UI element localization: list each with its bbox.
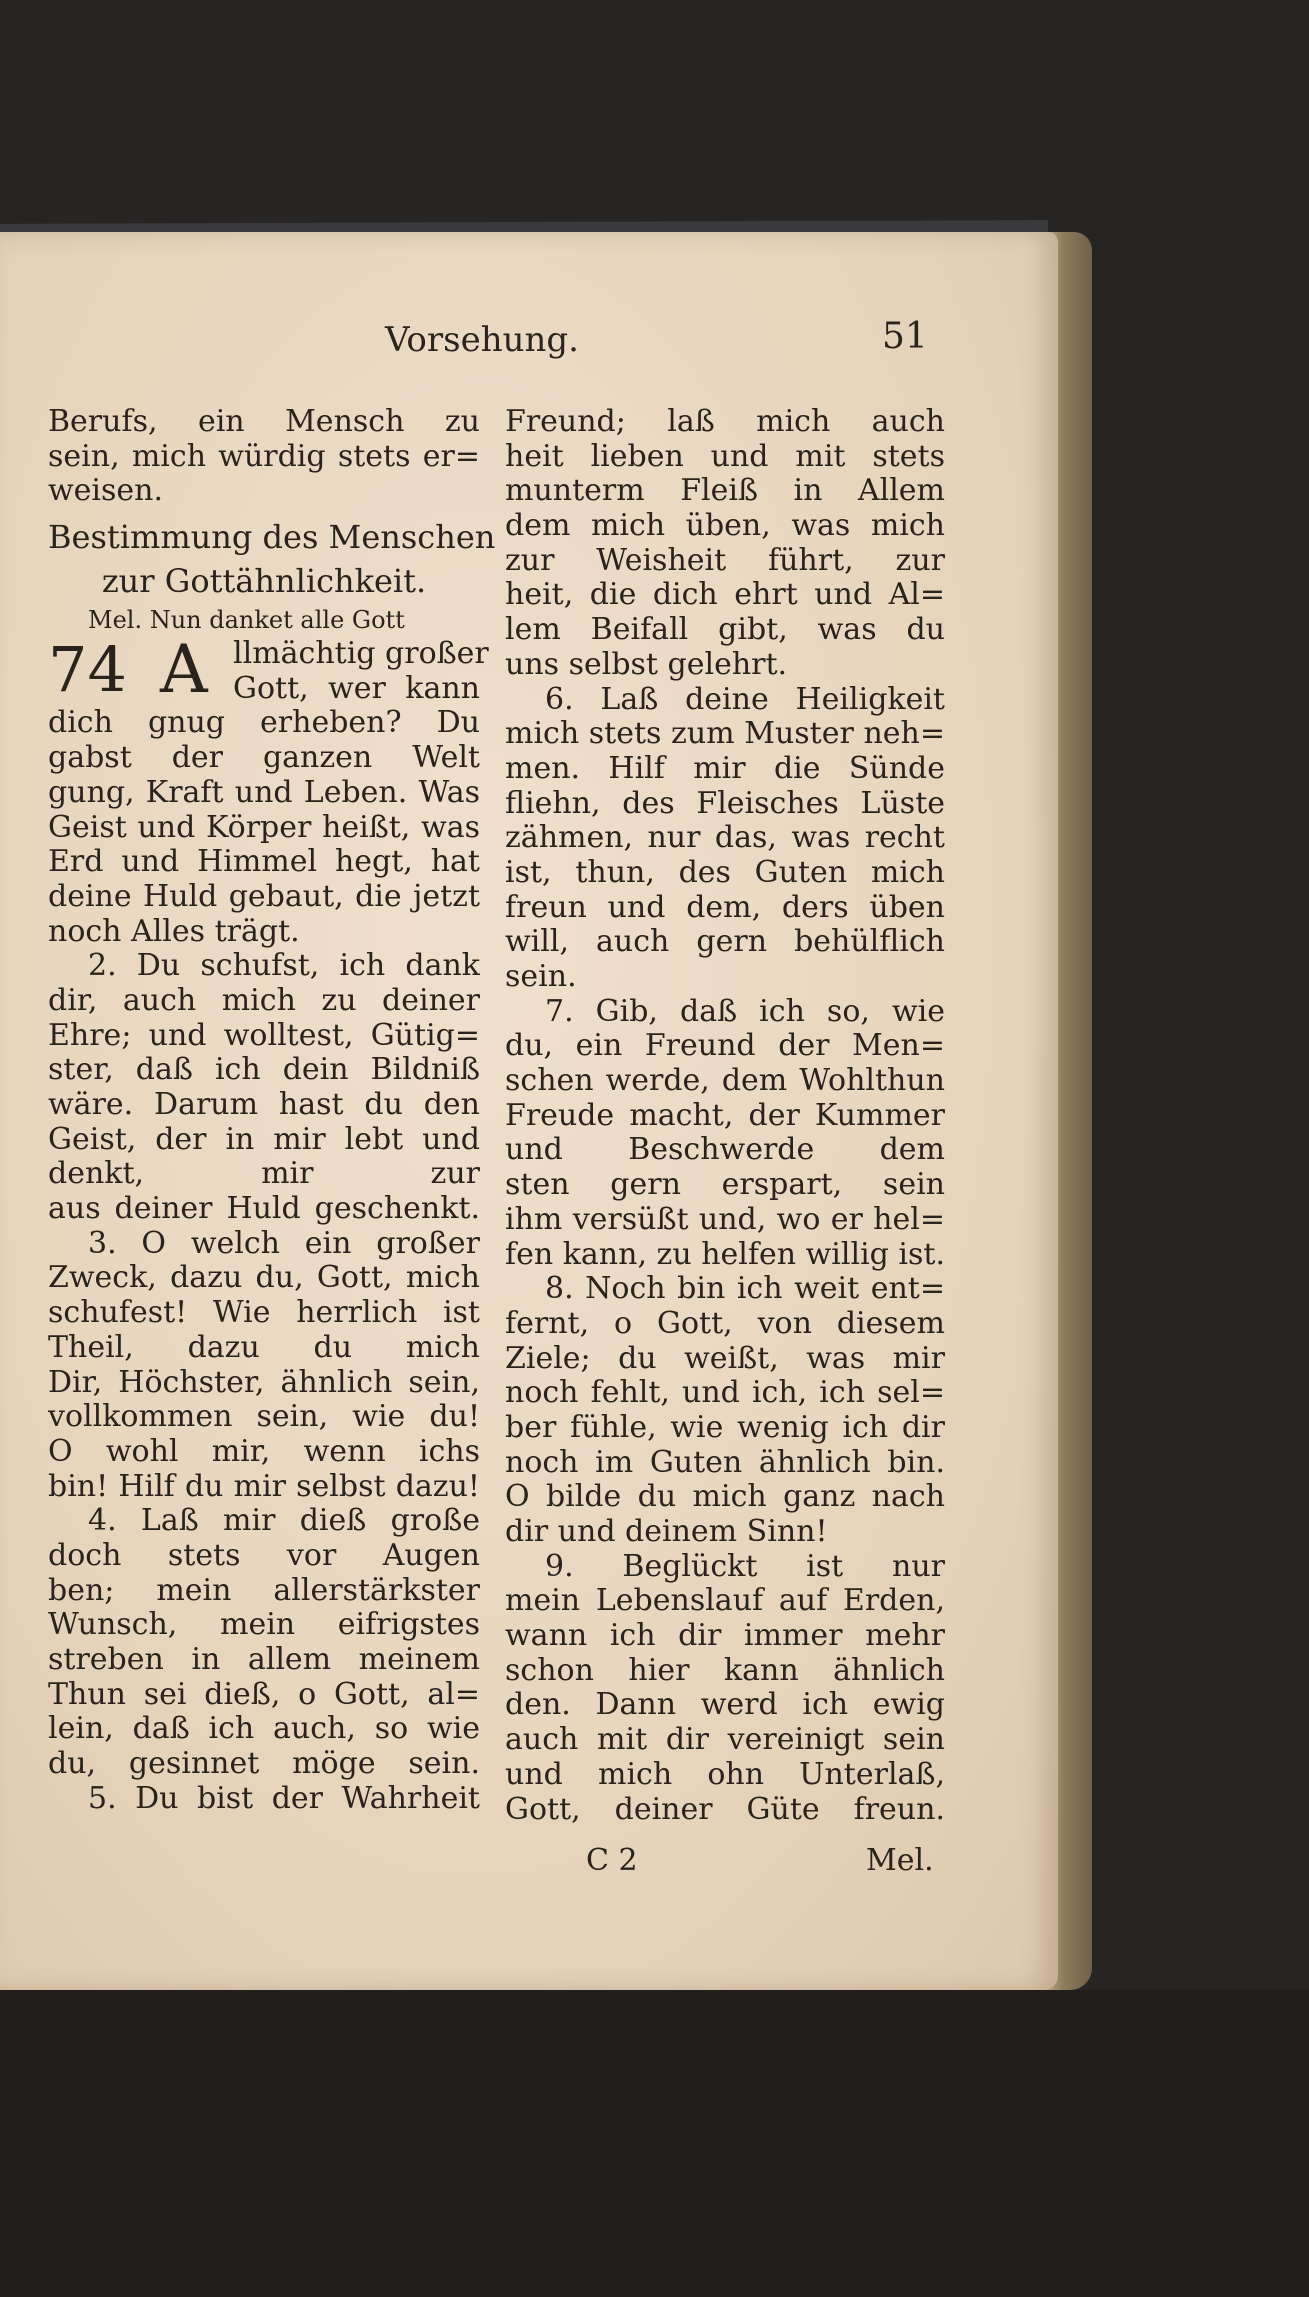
text-line: fliehn, des Fleisches Lüste [505, 786, 945, 821]
left-column [48, 405, 496, 1816]
hymn-title: Bestimmung des Menschen [48, 518, 496, 557]
background [0, 1990, 1309, 2297]
melody-reference: Mel. Nun danket alle Gott [88, 606, 405, 635]
drop-initial: A [160, 631, 208, 709]
text-line: und Beschwerde dem [505, 1133, 945, 1168]
text-line: fernt, o Gott, von diesem [505, 1306, 945, 1341]
text-line: Berufs, ein Mensch zu [48, 405, 480, 439]
text-line: Ziele; du weißt, was mir [505, 1341, 945, 1376]
text-line: schufest! Wie herrlich ist [48, 1296, 480, 1331]
text-line: sten gern erspart, sein [505, 1168, 945, 1203]
text-line: freun und dem, ders üben [505, 890, 945, 925]
text-line: dem mich üben, was mich [505, 509, 945, 544]
text-line: doch stets vor Augen [48, 1538, 480, 1573]
running-head: Vorsehung. [385, 320, 579, 360]
text-line: Geist und Körper heißt, was [48, 810, 480, 845]
verse-line: 8. Noch bin ich weit ent= [545, 1272, 945, 1307]
signature-mark: C 2 [586, 1843, 638, 1878]
verse-line: 6. Laß deine Heiligkeit [545, 682, 945, 717]
text-line: O bilde du mich ganz nach [505, 1480, 945, 1515]
text-line: weisen. [48, 473, 164, 509]
text-line: Theil, dazu du mich [48, 1330, 480, 1365]
text-line: mich stets zum Muster neh= [505, 717, 945, 752]
text-line: men. Hilf mir die Sünde [505, 751, 945, 786]
text-line: heit lieben und mit stets [505, 439, 945, 474]
text-line: fen kann, zu helfen willig ist. [505, 1237, 945, 1272]
text-line: aus deiner Huld geschenkt. [48, 1192, 480, 1227]
text-line: Ehre; und wolltest, Gütig= [48, 1018, 480, 1053]
verse-line: 2. Du schufst, ich dank [88, 949, 480, 984]
text-line: auch mit dir vereinigt sein [505, 1723, 945, 1758]
text-line: Gott, wer kann [233, 670, 480, 706]
text-line: ben; mein allerstärkster [48, 1573, 480, 1608]
text-line: noch fehlt, und ich, ich sel= [505, 1376, 945, 1411]
text-line: deine Huld gebaut, die jetzt [48, 879, 480, 914]
verse-line: 5. Du bist der Wahrheit [88, 1781, 480, 1816]
hymn-opening [48, 631, 489, 709]
verse-line: 7. Gib, daß ich so, wie [545, 994, 945, 1029]
text-line: vollkommen sein, wie du! [48, 1400, 480, 1435]
catchword: Mel. [866, 1843, 934, 1878]
text-line: Geist, der in mir lebt und [48, 1122, 480, 1157]
text-line: bin! Hilf du mir selbst dazu! [48, 1469, 480, 1504]
page-number: 51 [882, 316, 928, 357]
text-line: Gott, deiner Güte freun. [505, 1792, 945, 1827]
text-line: O wohl mir, wenn ichs [48, 1434, 480, 1469]
verse-line: 4. Laß mir dieß große [88, 1504, 480, 1539]
text-line: Freund; laß mich auch [505, 405, 945, 439]
text-line: ihm versüßt und, wo er hel= [505, 1202, 945, 1237]
text-line: uns selbst gelehrt. [505, 646, 788, 682]
text-line: dich gnug erheben? Du [48, 706, 480, 741]
text-line: heit, die dich ehrt und Al= [505, 578, 945, 613]
text-line: ber fühle, wie wenig ich dir [505, 1410, 945, 1445]
text-line: Erd und Himmel hegt, hat [48, 845, 480, 880]
text-line: Dir, Höchster, ähnlich sein, [48, 1365, 480, 1400]
text-line: schen werde, dem Wohlthun [505, 1064, 945, 1099]
text-line: wäre. Darum hast du den [48, 1088, 480, 1123]
text-line: sein, mich würdig stets er= [48, 439, 480, 474]
text-line: will, auch gern behülflich [505, 925, 945, 960]
text-line: streben in allem meinem [48, 1643, 480, 1678]
text-line: dir, auch mich zu deiner [48, 983, 480, 1018]
text-line: und mich ohn Unterlaß, [505, 1757, 945, 1792]
text-line: llmächtig großer [233, 636, 489, 672]
text-line: schon hier kann ähnlich [505, 1653, 945, 1688]
hymn-subtitle: zur Gottähnlichkeit. [101, 562, 427, 601]
text-line: noch Alles trägt. [48, 913, 300, 949]
text-line: Freude macht, der Kummer [505, 1098, 945, 1133]
text-line: gung, Kraft und Leben. Was [48, 775, 480, 810]
hymn-number: 74 [48, 633, 127, 707]
right-column [505, 405, 945, 1827]
text-line: Zweck, dazu du, Gott, mich [48, 1261, 480, 1296]
text-line: lein, daß ich auch, so wie [48, 1712, 480, 1747]
text-line: lem Beifall gibt, was du [505, 613, 945, 648]
text-line: denkt, mir zur [48, 1157, 480, 1192]
text-line: noch im Guten ähnlich bin. [505, 1445, 945, 1480]
text-line: du, ein Freund der Men= [505, 1029, 945, 1064]
text-line: wann ich dir immer mehr [505, 1619, 945, 1654]
verse-line: 3. O welch ein großer [88, 1226, 480, 1261]
text-line: gabst der ganzen Welt [48, 741, 480, 776]
text-line: zähmen, nur das, was recht [505, 821, 945, 856]
verse-line: 9. Beglückt ist nur [545, 1549, 945, 1584]
text-line: ist, thun, des Guten mich [505, 855, 945, 890]
text-line: ster, daß ich dein Bildniß [48, 1053, 480, 1088]
text-line: du, gesinnet möge sein. [48, 1747, 480, 1782]
text-line: Wunsch, mein eifrigstes [48, 1608, 480, 1643]
text-line: Thun sei dieß, o Gott, al= [48, 1677, 480, 1712]
text-line: mein Lebenslauf auf Erden, [505, 1584, 945, 1619]
text-line: den. Dann werd ich ewig [505, 1688, 945, 1723]
text-line: dir und deinem Sinn! [505, 1514, 828, 1549]
text-line: zur Weisheit führt, zur [505, 543, 945, 578]
text-line: munterm Fleiß in Allem [505, 474, 945, 509]
text-line: sein. [505, 959, 577, 994]
